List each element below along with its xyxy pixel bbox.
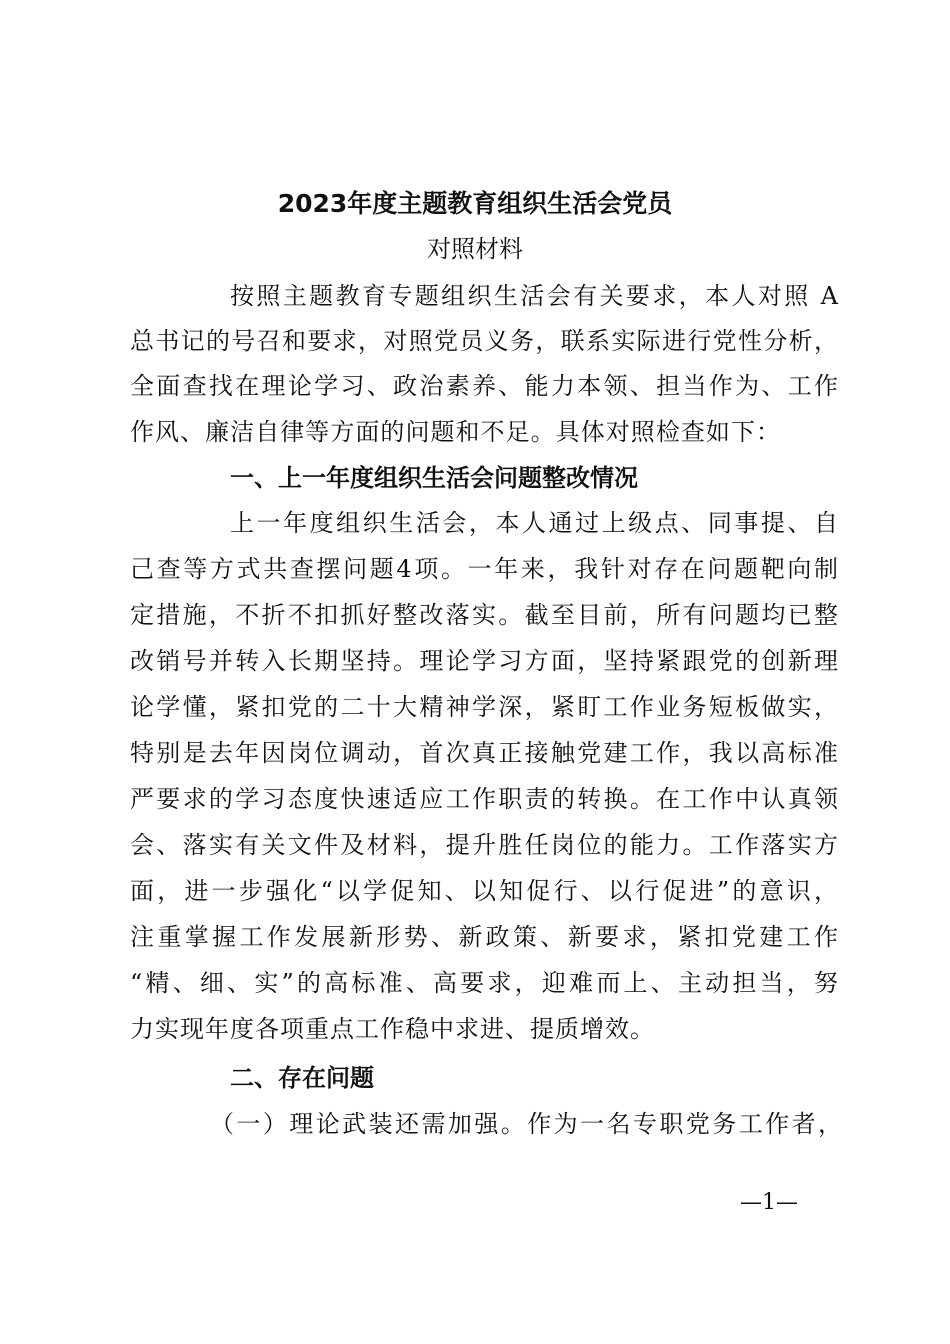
paragraph-line: 改销号并转入长期坚持。理论学习方面，坚持紧跟党的创新理 <box>130 647 838 675</box>
paragraph-line: 论学懂，紧扣党的二十大精神学深，紧盯工作业务短板做实， <box>130 693 838 721</box>
paragraph-line: 上一年度组织生活会，本人通过上级点、同事提、自 <box>230 509 838 537</box>
paragraph-line: 力实现年度各项重点工作稳中求进、提质增效。 <box>130 1015 654 1043</box>
document-subtitle: 对照材料 <box>427 235 523 263</box>
paragraph-line: 作风、廉洁自律等方面的问题和不足。具体对照检查如下： <box>130 418 780 446</box>
paragraph-line: 注重掌握工作发展新形势、新政策、新要求，紧扣党建工作 <box>130 923 838 951</box>
page-number: —1— <box>740 1190 798 1215</box>
paragraph-line: 总书记的号召和要求，对照党员义务，联系实际进行党性分析， <box>130 327 838 355</box>
paragraph-line: 会、落实有关文件及材料，提升胜任岗位的能力。工作落实方 <box>130 831 838 859</box>
section-heading-2: 二、存在问题 <box>230 1064 374 1092</box>
document-title: 2023年度主题教育组织生活会党员 <box>277 189 673 218</box>
paragraph-line: 面，进一步强化“以学促知、以知促行、以行促进”的意识， <box>130 877 838 905</box>
section-heading-1: 一、上一年度组织生活会问题整改情况 <box>230 464 638 492</box>
paragraph-line: “精、细、实”的高标准、高要求，迎难而上、主动担当，努 <box>130 969 838 997</box>
paragraph-line: （一）理论武装还需加强。作为一名专职党务工作者， <box>210 1110 842 1138</box>
paragraph-line: 按照主题教育专题组织生活会有关要求，本人对照 A <box>230 282 838 310</box>
paragraph-line: 己查等方式共查摆问题4项。一年来，我针对存在问题靶向制 <box>130 555 838 583</box>
paragraph-line: 全面查找在理论学习、政治素养、能力本领、担当作为、工作 <box>130 372 838 400</box>
paragraph-line: 特别是去年因岗位调动，首次真正接触党建工作，我以高标准 <box>130 739 838 767</box>
paragraph-line: 定措施，不折不扣抓好整改落实。截至目前，所有问题均已整 <box>130 601 838 629</box>
paragraph-line: 严要求的学习态度快速适应工作职责的转换。在工作中认真领 <box>130 785 838 813</box>
